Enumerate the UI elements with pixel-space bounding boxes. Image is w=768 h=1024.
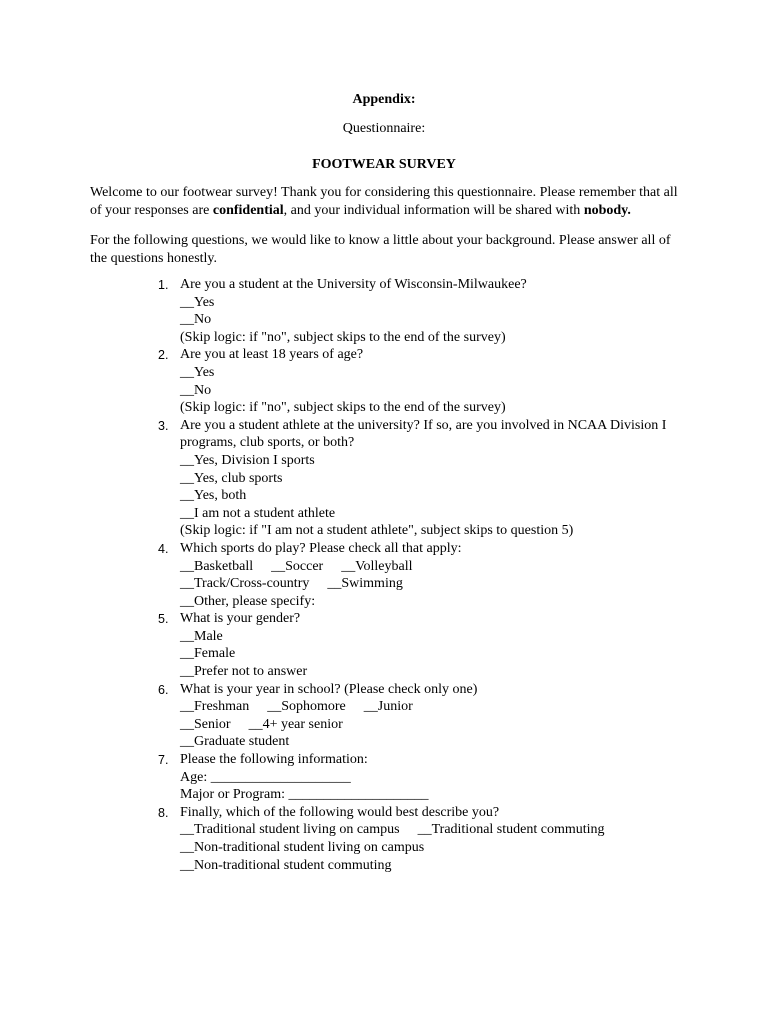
answer-option[interactable]: __Volleyball bbox=[341, 558, 413, 574]
answer-option[interactable]: __Junior bbox=[363, 699, 413, 715]
question-body bbox=[180, 610, 710, 680]
question-number: 6. bbox=[158, 682, 169, 697]
answer-option-row bbox=[180, 698, 710, 716]
question-item bbox=[150, 751, 710, 804]
question-text: What is your year in school? (Please check only one) bbox=[180, 681, 478, 697]
answer-option[interactable]: __Yes bbox=[180, 294, 215, 310]
answer-option-row bbox=[180, 558, 710, 576]
answer-option[interactable]: __Yes, club sports bbox=[180, 470, 283, 486]
question-body bbox=[180, 540, 710, 610]
intro-bold-confidential: confidential bbox=[212, 202, 284, 218]
question-text: Please the following information: bbox=[180, 752, 368, 768]
answer-option[interactable]: __Female bbox=[180, 646, 236, 662]
answer-option-row bbox=[180, 857, 710, 875]
question-text: Are you at least 18 years of age? bbox=[180, 347, 364, 363]
answer-option[interactable]: __Yes, both bbox=[180, 488, 247, 504]
answer-option[interactable]: __Traditional student living on campus bbox=[180, 822, 400, 838]
question-item bbox=[150, 276, 710, 346]
question-body bbox=[180, 804, 710, 874]
answer-option-row bbox=[180, 733, 710, 751]
answer-option[interactable]: __Graduate student bbox=[180, 734, 290, 750]
intro-text: , and your individual information will be shared with bbox=[283, 202, 584, 218]
question-body bbox=[180, 346, 710, 416]
answer-option-row bbox=[180, 593, 710, 611]
question-text: Finally, which of the following would best describe you? bbox=[180, 804, 500, 820]
answer-option[interactable]: __Male bbox=[180, 628, 223, 644]
answer-option[interactable]: __Track/Cross-country bbox=[180, 576, 310, 592]
answer-option[interactable]: __Soccer bbox=[271, 558, 324, 574]
answer-option[interactable]: __Other, please specify: bbox=[180, 593, 316, 609]
answer-option-row bbox=[180, 821, 710, 839]
answer-option-row bbox=[180, 575, 710, 593]
question-text: Are you a student athlete at the university? If so, are you involved in NCAA Division I programs, club sports, or both? bbox=[180, 417, 667, 451]
answer-option[interactable]: __Traditional student commuting bbox=[417, 822, 605, 838]
answer-option[interactable]: __Sophomore bbox=[267, 699, 346, 715]
question-list bbox=[150, 276, 710, 874]
fill-in-field[interactable]: Major or Program: ____________________ bbox=[180, 787, 429, 803]
question-text: Are you a student at the University of Wisconsin-Milwaukee? bbox=[180, 277, 527, 292]
question-body bbox=[180, 751, 710, 804]
appendix-heading: Appendix: bbox=[352, 92, 416, 107]
question-item bbox=[150, 346, 710, 416]
skip-logic-note: (Skip logic: if "I am not a student athlete", subject skips to question 5) bbox=[180, 523, 574, 539]
answer-option[interactable]: __Non-traditional student commuting bbox=[180, 857, 392, 873]
answer-option[interactable]: __No bbox=[180, 312, 212, 328]
question-number: 7. bbox=[158, 753, 169, 768]
question-number: 2. bbox=[158, 348, 169, 363]
question-item bbox=[150, 804, 710, 874]
question-body bbox=[180, 417, 710, 540]
answer-option-row bbox=[180, 839, 710, 857]
questionnaire-heading: Questionnaire: bbox=[342, 121, 426, 136]
intro-paragraph-welcome bbox=[90, 184, 680, 219]
intro-bold-nobody: nobody. bbox=[583, 202, 631, 218]
answer-option[interactable]: __Prefer not to answer bbox=[180, 664, 308, 680]
answer-option[interactable]: __Freshman bbox=[180, 699, 250, 715]
answer-option[interactable]: __I am not a student athlete bbox=[180, 505, 336, 521]
question-item bbox=[150, 540, 710, 610]
fill-in-field[interactable]: Age: ____________________ bbox=[180, 769, 351, 785]
skip-logic-note: (Skip logic: if "no", subject skips to the end of the survey) bbox=[180, 329, 506, 345]
question-item bbox=[150, 610, 710, 680]
skip-logic-note: (Skip logic: if "no", subject skips to the end of the survey) bbox=[180, 400, 506, 416]
question-number: 5. bbox=[158, 612, 169, 627]
question-number: 1. bbox=[158, 278, 169, 292]
answer-option[interactable]: __Basketball bbox=[180, 558, 254, 574]
question-number: 3. bbox=[158, 418, 169, 433]
answer-option[interactable]: __Yes, Division I sports bbox=[180, 452, 315, 468]
question-item bbox=[150, 417, 710, 540]
question-item bbox=[150, 681, 710, 751]
question-body bbox=[180, 276, 710, 346]
answer-option[interactable]: __Non-traditional student living on campus bbox=[180, 840, 425, 855]
answer-option[interactable]: __Swimming bbox=[327, 576, 403, 592]
question-text: Which sports do play? Please check all that apply: bbox=[180, 540, 462, 556]
answer-option[interactable]: __4+ year senior bbox=[248, 716, 343, 732]
answer-option[interactable]: __No bbox=[180, 382, 212, 398]
intro-text: Welcome to our footwear survey! Thank you for considering this questionnaire. Please remember that all of your responses are bbox=[90, 185, 678, 218]
question-number: 4. bbox=[158, 541, 169, 556]
question-body bbox=[180, 681, 710, 751]
answer-option-row bbox=[180, 716, 710, 734]
answer-option[interactable]: __Senior bbox=[180, 716, 231, 732]
question-number: 8. bbox=[158, 805, 169, 820]
survey-title: FOOTWEAR SURVEY bbox=[312, 157, 456, 172]
intro-paragraph-background: For the following questions, we would like to know a little about your background. Please answer all of the questions honestly. bbox=[90, 233, 671, 266]
answer-option[interactable]: __Yes bbox=[180, 364, 215, 380]
question-text: What is your gender? bbox=[180, 611, 301, 627]
